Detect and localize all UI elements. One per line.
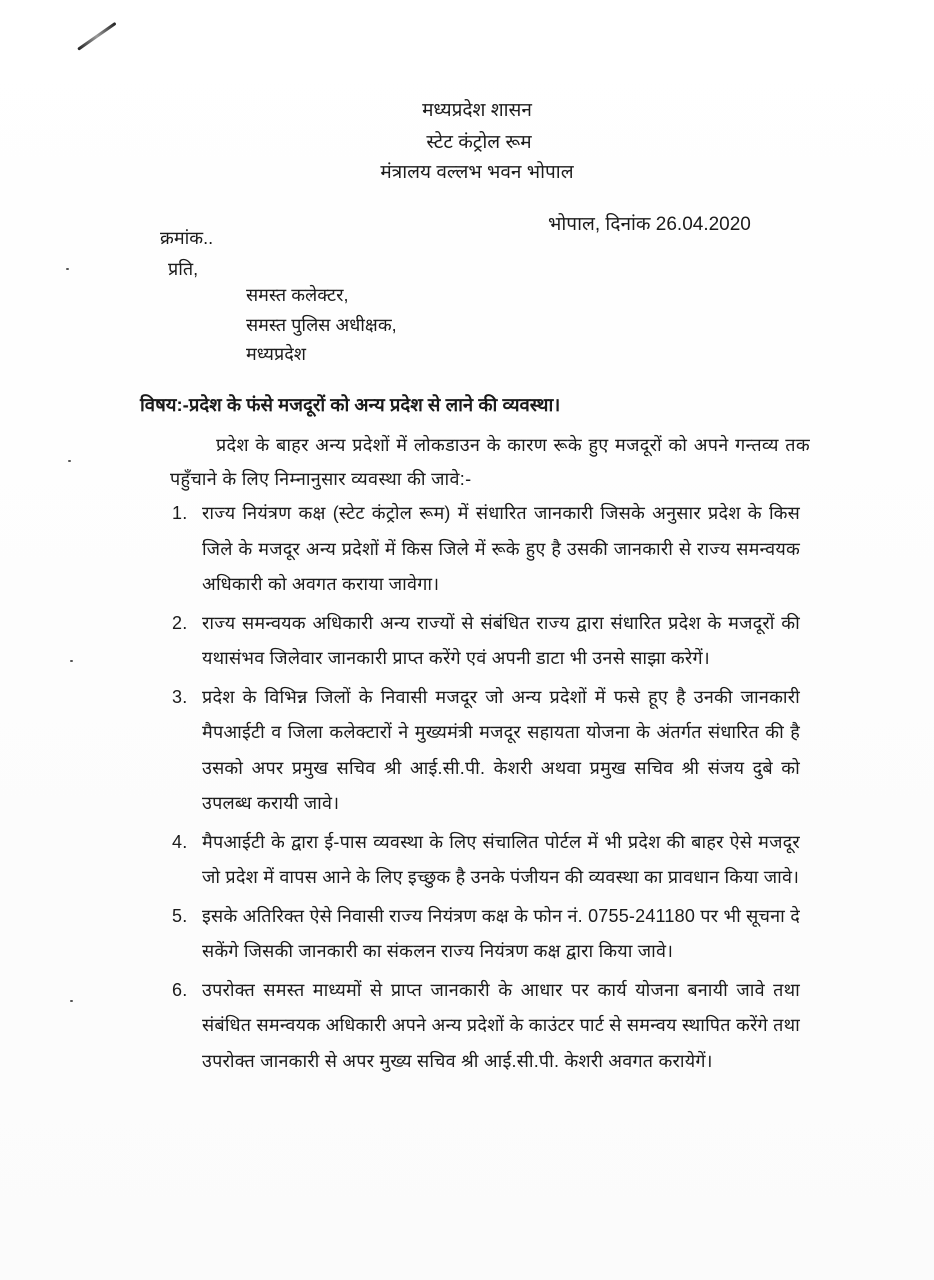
scan-speck	[68, 460, 71, 462]
item-text: मैपआईटी के द्वारा ई-पास व्यवस्था के लिए संचालित पोर्टल में भी प्रदेश की बाहर ऐसे मजदूर जो प्रदेश में वापस आने के लिए इच्छुक है उनके पंजीयन की व्यवस्था का प्रावधान किया जावे।	[202, 831, 800, 887]
date-line: भोपाल, दिनांक 26.04.2020	[548, 214, 751, 235]
to-label: प्रति,	[168, 259, 199, 279]
item-text: उपरोक्त समस्त माध्यमों से प्राप्त जानकारी के आधार पर कार्य योजना बनायी जावे तथा संबंधित समन्वयक अधिकारी अपने अन्य प्रदेशों के काउंटर पार्ट से समन्वय स्थापित करेंगे तथा उपरोक्त जानकारी से अपर मुख्य सचिव श्री आई.सी.पी. केशरी अवगत करायेगें।	[202, 979, 800, 1071]
header-line-control-room: स्टेट कंट्रोल रूम	[426, 132, 532, 153]
list-item	[172, 606, 800, 677]
header-line-government: मध्यप्रदेश शासन	[422, 100, 532, 121]
item-text: इसके अतिरिक्त ऐसे निवासी राज्य नियंत्रण कक्ष के फोन नं. 0755-241180 पर भी सूचना दे सकेंगे जिसकी जानकारी का संकलन राज्य नियंत्रण कक्ष द्वारा किया जावे।	[202, 905, 800, 961]
list-item	[172, 680, 800, 822]
reference-number: क्रमांक..	[160, 228, 214, 248]
scan-speck	[70, 660, 73, 662]
item-text: राज्य नियंत्रण कक्ष (स्टेट कंट्रोल रूम) में संधारित जानकारी जिसके अनुसार प्रदेश के किस जिले के मजदूर अन्य प्रदेशों में किस जिले में रूके हुए है उसकी जानकारी से राज्य समन्वयक अधिकारी को अवगत कराया जावेगा।	[202, 503, 800, 594]
intro-paragraph: प्रदेश के बाहर अन्य प्रदेशों में लोकडाउन के कारण रूके हुए मजदूरों को अपने गन्तव्य तक पहुँचाने के लिए निम्नानुसार व्यवस्था की जावे:-	[170, 435, 810, 489]
item-number: 6.	[172, 979, 188, 1000]
addressee: समस्त कलेक्टर,	[246, 285, 349, 305]
subject-line: विषय:-प्रदेश के फंसे मजदूरों को अन्य प्रदेश से लाने की व्यवस्था।	[140, 394, 561, 415]
addressee: मध्यप्रदेश	[246, 344, 307, 364]
item-number: 3.	[172, 686, 188, 707]
item-text: राज्य समन्वयक अधिकारी अन्य राज्यों से संबंधित राज्य द्वारा संधारित प्रदेश के मजदूरों की यथासंभव जिलेवार जानकारी प्राप्त करेंगे एवं अपनी डाटा भी उनसे साझा करेगें।	[202, 612, 800, 668]
instruction-list	[172, 496, 800, 1082]
addressee: समस्त पुलिस अधीक्षक,	[246, 315, 397, 335]
list-item	[172, 825, 800, 896]
scan-speck	[70, 1000, 73, 1002]
list-item	[172, 496, 800, 603]
item-text: प्रदेश के विभिन्न जिलों के निवासी मजदूर जो अन्य प्रदेशों में फसे हूए है उनकी जानकारी मैपआईटी व जिला कलेक्टारों ने मुख्यमंत्री मजदूर सहायता योजना के अंतर्गत संधारित की है उसको अपर प्रमुख सचिव श्री आई.सी.पी. केशरी अथवा प्रमुख सचिव श्री संजय दुबे को उपलब्ध करायी जावे।	[202, 686, 800, 813]
item-number: 4.	[172, 831, 188, 852]
list-item	[172, 973, 800, 1080]
header-line-address: मंत्रालय वल्लभ भवन भोपाल	[380, 162, 574, 183]
scan-speck	[66, 268, 69, 270]
item-number: 1.	[172, 503, 188, 523]
item-number: 2.	[172, 612, 188, 633]
item-number: 5.	[172, 905, 188, 926]
list-item	[172, 899, 800, 970]
scan-mark	[77, 22, 116, 51]
